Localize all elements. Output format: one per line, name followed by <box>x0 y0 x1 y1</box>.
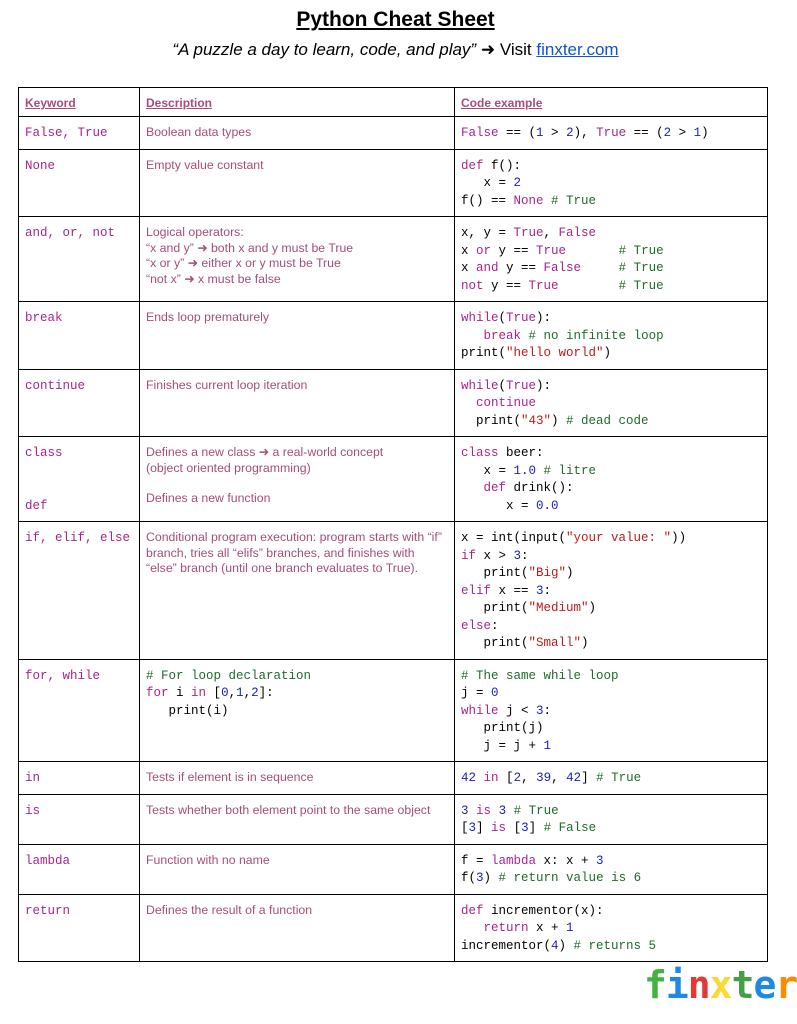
arrow-icon: ➜ <box>480 40 496 59</box>
description-cell: Conditional program execution: program starts with “if” branch, tries all “elifs” branches, and finishes with “else” branch (until one branch evaluates to True). <box>140 522 455 660</box>
keyword-cell: continue <box>19 369 140 437</box>
description-cell: Empty value constant <box>140 149 455 217</box>
logo-letter: f <box>644 963 666 1007</box>
table-row <box>19 762 768 795</box>
description-cell: Defines the result of a function <box>140 894 455 962</box>
desc-def: Defines a new function <box>146 491 271 505</box>
code-cell: 42 in [2, 39, 42] # True <box>455 762 768 795</box>
code-cell: False == (1 > 2), True == (2 > 1) <box>455 117 768 150</box>
keyword-cell: break <box>19 302 140 370</box>
description-cell: Tests if element is in sequence <box>140 762 455 795</box>
code-cell: def f(): x = 2 f() == None # True <box>455 149 768 217</box>
table-row <box>19 149 768 217</box>
header-code-example: Code example <box>455 88 768 117</box>
description-cell <box>140 437 455 522</box>
header-description: Description <box>140 88 455 117</box>
code-cell: while(True): break # no infinite loop print("hello world") <box>455 302 768 370</box>
header-keyword: Keyword <box>19 88 140 117</box>
table-row <box>19 437 768 522</box>
code-cell: f = lambda x: x + 3 f(3) # return value is 6 <box>455 844 768 894</box>
code-cell: 3 is 3 # True [3] is [3] # False <box>455 794 768 844</box>
table-header-row <box>19 88 768 117</box>
code-cell: # The same while loop j = 0 while j < 3: print(j) j = j + 1 <box>455 659 768 762</box>
table-row <box>19 522 768 660</box>
finxter-link[interactable]: finxter.com <box>536 40 619 59</box>
keyword-cell: False, True <box>19 117 140 150</box>
keyword-cell: and, or, not <box>19 217 140 302</box>
table-row <box>19 894 768 962</box>
description-cell: Function with no name <box>140 844 455 894</box>
table-row <box>19 302 768 370</box>
code-cell: x = int(input("your value: ")) if x > 3: print("Big") elif x == 3: print("Medium") else: print("Small") <box>455 522 768 660</box>
description-cell: Boolean data types <box>140 117 455 150</box>
logo-letter: n <box>687 963 710 1007</box>
logo-letter: x <box>709 963 732 1007</box>
code-cell: def incrementor(x): return x + 1 incrementor(4) # returns 5 <box>455 894 768 962</box>
table-row <box>19 217 768 302</box>
keyword-cell: if, elif, else <box>19 522 140 660</box>
subtitle <box>0 40 791 60</box>
page-title: Python Cheat Sheet <box>296 8 495 31</box>
code-cell: while(True): continue print("43") # dead code <box>455 369 768 437</box>
keyword-def: def <box>25 498 48 513</box>
logo-letter: e <box>753 963 776 1007</box>
keyword-cell: None <box>19 149 140 217</box>
table-row <box>19 659 768 762</box>
keyword-cell: lambda <box>19 844 140 894</box>
keyword-cell: return <box>19 894 140 962</box>
table-row <box>19 369 768 437</box>
keyword-class: class <box>25 446 63 460</box>
description-cell: Ends loop prematurely <box>140 302 455 370</box>
logo-letter: t <box>731 963 754 1007</box>
table-row <box>19 794 768 844</box>
logo-letter: i <box>665 963 688 1007</box>
desc-class: Defines a new class ➜ a real-world concept (object oriented programming) <box>146 445 384 475</box>
description-cell: Logical operators: “x and y” ➜ both x and y must be True “x or y” ➜ either x or y must be True “not x” ➜ x must be false <box>140 217 455 302</box>
table-row <box>19 117 768 150</box>
subtitle-quote: “A puzzle a day to learn, code, and play” <box>172 40 477 59</box>
keyword-cell: for, while <box>19 659 140 762</box>
visit-label: Visit <box>499 40 532 59</box>
code-cell: class beer: x = 1.0 # litre def drink(): x = 0.0 <box>455 437 768 522</box>
description-cell: Tests whether both element point to the same object <box>140 794 455 844</box>
cheat-sheet-table <box>18 87 768 962</box>
table-row <box>19 844 768 894</box>
keyword-cell <box>19 437 140 522</box>
keyword-cell: is <box>19 794 140 844</box>
logo-letter: r <box>775 963 797 1007</box>
keyword-cell: in <box>19 762 140 795</box>
description-cell: Finishes current loop iteration <box>140 369 455 437</box>
description-cell: # For loop declaration for i in [0,1,2]: print(i) <box>140 659 455 762</box>
finxter-logo <box>644 963 797 1007</box>
code-cell: x, y = True, False x or y == True # True x and y == False # True not y == True # True <box>455 217 768 302</box>
